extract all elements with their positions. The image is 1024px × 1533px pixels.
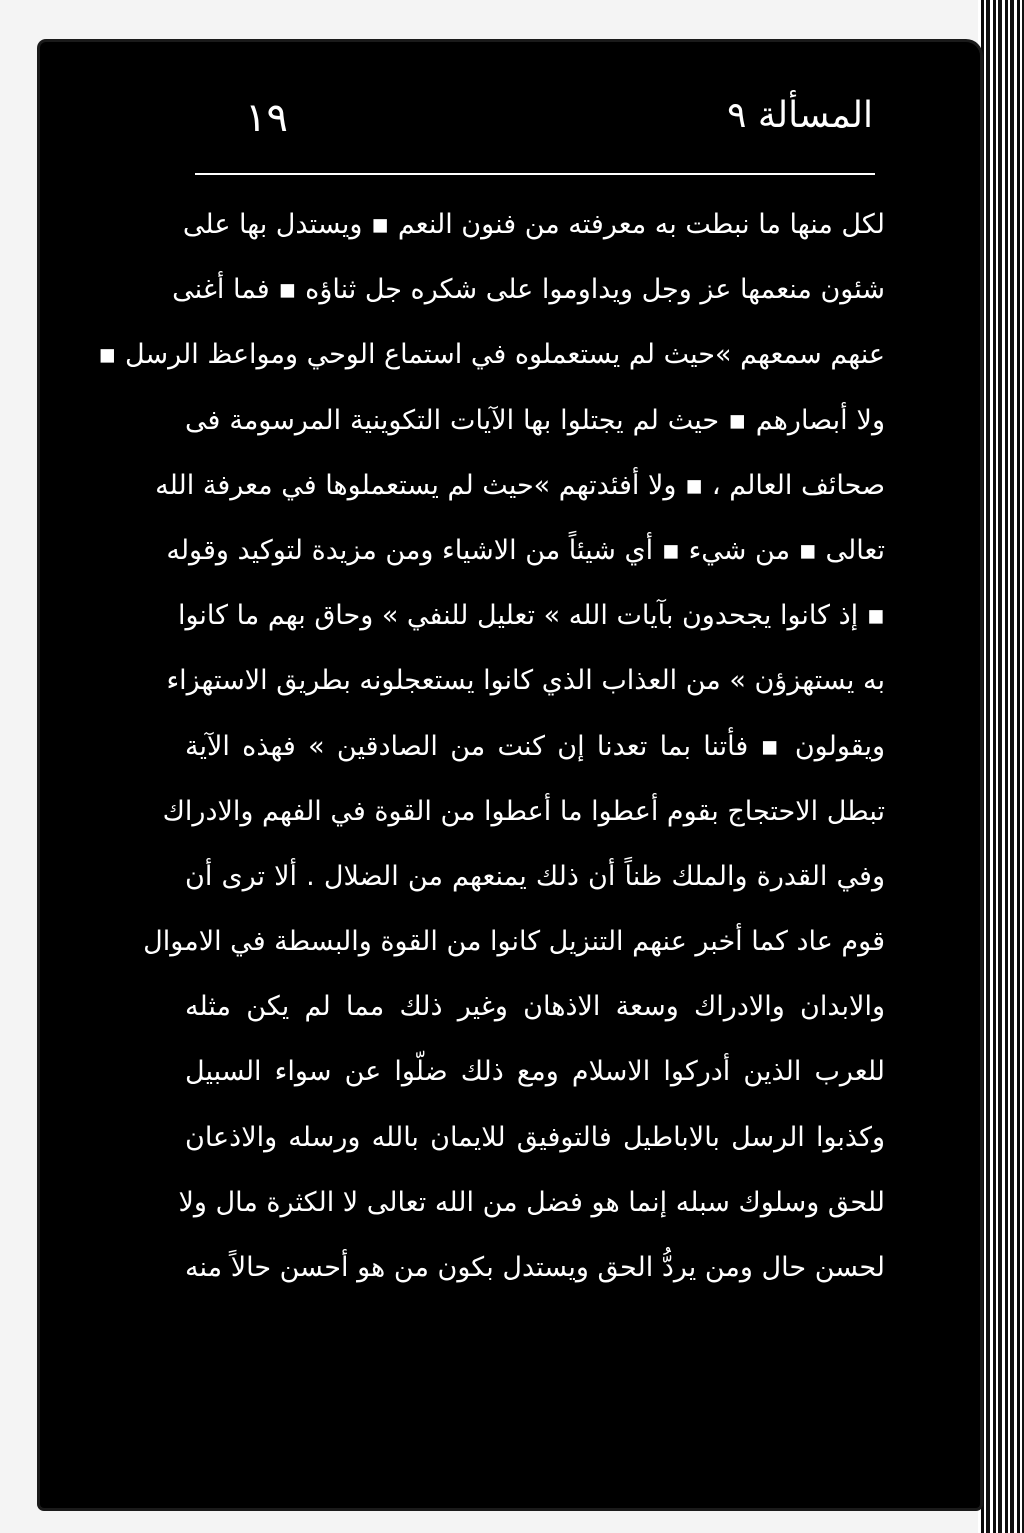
text-line: ويقولون ▪ فأتنا بما تعدنا إن كنت من الصادقين » فهذه الآية bbox=[185, 730, 885, 762]
text-line: لكل منها ما نبطت به معرفته من فنون النعم ▪ ويستدل بها على bbox=[182, 209, 885, 240]
text-line: صحائف العالم ، ▪ ولا أفئدتهم »حيث لم يستعملوها في معرفة الله bbox=[155, 469, 885, 501]
text-line: شئون منعمها عز وجل ويداوموا على شكره جل ثناؤه ▪ فما أغنى bbox=[172, 274, 885, 306]
running-head bbox=[195, 95, 883, 158]
text-line: ولا أبصارهم ▪ حيث لم يجتلوا بها الآيات التكوينية المرسومة فى bbox=[185, 404, 885, 436]
text-line: به يستهزؤن » من العذاب الذي كانوا يستعجلونه بطريق الاستهزاء bbox=[166, 665, 885, 697]
scan-binding-edge bbox=[978, 0, 1024, 1533]
text-line: ▪ إذ كانوا يجحدون بآيات الله » تعليل للنفي » وحاق بهم ما كانوا bbox=[177, 600, 885, 632]
text-line: عنهم سمعهم »حيث لم يستعملوه في استماع الوحي ومواعظ الرسل ▪ bbox=[98, 339, 885, 371]
text-line: وفي القدرة والملك ظناً أن ذلك يمنعهم من الضلال . ألا ترى أن bbox=[185, 860, 885, 892]
text-line: تبطل الاحتجاج بقوم أعطوا ما أعطوا من القوة في الفهم والادراك bbox=[162, 795, 885, 827]
header-rule bbox=[195, 173, 875, 175]
text-line: والابدان والادراك وسعة الاذهان وغير ذلك مما لم يكن مثله bbox=[185, 991, 885, 1023]
text-line: لحسن حال ومن يردُّ الحق ويستدل بكون من هو أحسن حالاً منه bbox=[185, 1252, 885, 1283]
body-text bbox=[98, 192, 885, 1372]
page-number: ١٩ bbox=[245, 95, 288, 141]
text-line: للحق وسلوك سبله إنما هو فضل من الله تعالى لا الكثرة مال ولا bbox=[178, 1186, 885, 1218]
text-line: للعرب الذين أدركوا الاسلام ومع ذلك ضلّوا عن سواء السبيل bbox=[185, 1056, 885, 1088]
text-line: وكذبوا الرسل بالاباطيل فالتوفيق للايمان بالله ورسله والاذعان bbox=[185, 1121, 885, 1153]
text-line: قوم عاد كما أخبر عنهم التنزيل كانوا من القوة والبسطة في الاموال bbox=[143, 926, 885, 958]
running-title: المسألة ٩ bbox=[727, 95, 873, 136]
text-line: تعالى ▪ من شيء ▪ أي شيئاً من الاشياء ومن مزيدة لتوكيد وقوله bbox=[166, 534, 885, 566]
